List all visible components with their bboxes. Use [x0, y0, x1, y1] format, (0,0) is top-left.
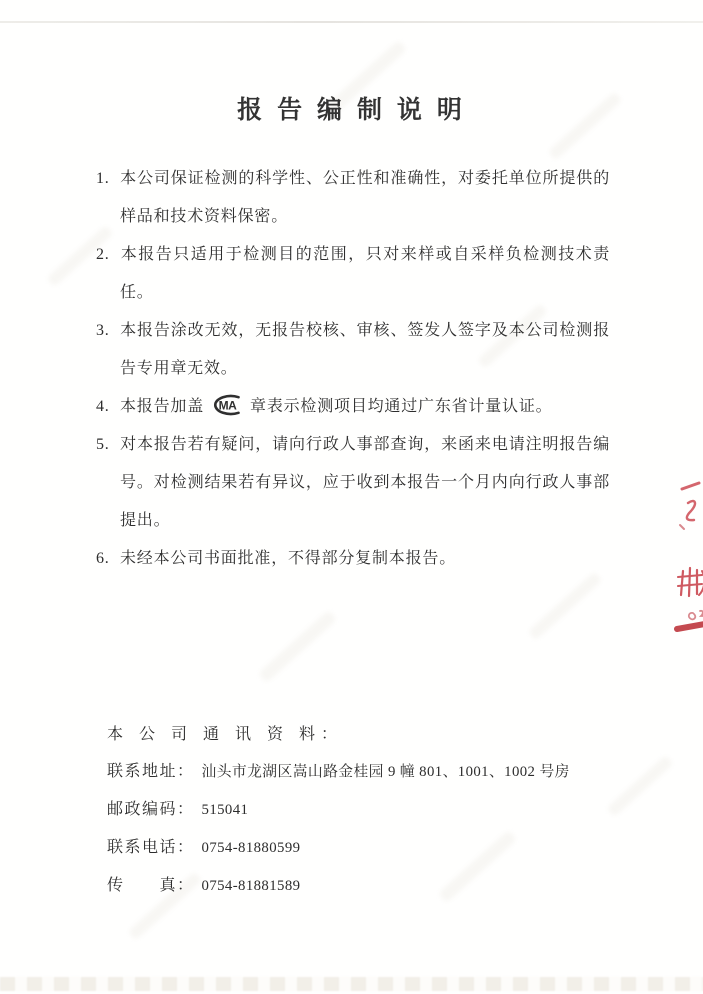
instructions-list — [96, 160, 610, 578]
contact-value: 515041 — [201, 802, 249, 818]
contact-row-phone — [107, 829, 647, 867]
contact-value: 0754-81880599 — [201, 840, 301, 856]
scan-artifact — [528, 571, 603, 640]
item-text: 对本报告若有疑问，请向行政人事部查询，来函来电请注明报告编号。对检测结果若有异议，应于收到本报告一个月内向行政人事部提出。 — [120, 436, 610, 529]
list-item-2 — [96, 236, 610, 312]
item-text: 本报告只适用于检测目的范围，只对来样或自采样负检测技术责任。 — [120, 246, 610, 301]
cma-mark-label: MA — [218, 398, 237, 413]
contact-label: 邮政编码： — [107, 801, 195, 818]
contact-label: 联系地址： — [107, 763, 195, 780]
item-text: 本报告涂改无效，无报告校核、审核、签发人签字及本公司检测报告专用章无效。 — [120, 322, 610, 377]
handwritten-red-mark-icon — [672, 473, 703, 558]
contact-row-fax — [107, 867, 647, 905]
contact-section — [107, 716, 647, 905]
list-item-6 — [96, 540, 610, 578]
item-text-after: 章表示检测项目均通过广东省计量认证。 — [250, 398, 553, 415]
item-text — [120, 398, 552, 415]
contact-row-address — [107, 753, 647, 791]
contact-value: 汕头市龙湖区嵩山路金桂园 9 幢 801、1001、1002 号房 — [201, 764, 570, 780]
contact-row-postcode — [107, 791, 647, 829]
list-item-4 — [96, 388, 610, 426]
scan-fold-line — [0, 21, 703, 23]
item-text-before: 本报告加盖 — [120, 398, 205, 415]
item-number: 4. — [96, 398, 110, 415]
contact-header: 本 公 司 通 讯 资 料： — [107, 726, 344, 743]
item-number: 2. — [96, 246, 110, 263]
item-number: 6. — [96, 550, 110, 567]
contact-label: 联系电话： — [107, 839, 195, 856]
partial-red-stamp-icon — [669, 563, 703, 656]
list-item-3 — [96, 312, 610, 388]
list-item-1 — [96, 160, 610, 236]
item-text: 未经本公司书面批准，不得部分复制本报告。 — [120, 550, 457, 567]
item-number: 5. — [96, 436, 110, 453]
contact-value: 0754-81881589 — [201, 878, 301, 894]
item-text: 本公司保证检测的科学性、公正性和准确性，对委托单位所提供的样品和技术资料保密。 — [120, 170, 610, 225]
cma-certification-mark-icon — [209, 394, 245, 416]
scan-edge-strip — [0, 977, 703, 991]
item-number: 1. — [96, 170, 110, 187]
page-title: 报 告 编 制 说 明 — [237, 96, 466, 124]
item-number: 3. — [96, 322, 110, 339]
list-item-5 — [96, 426, 610, 540]
scan-artifact — [258, 610, 337, 683]
contact-label: 传 真： — [107, 877, 195, 894]
